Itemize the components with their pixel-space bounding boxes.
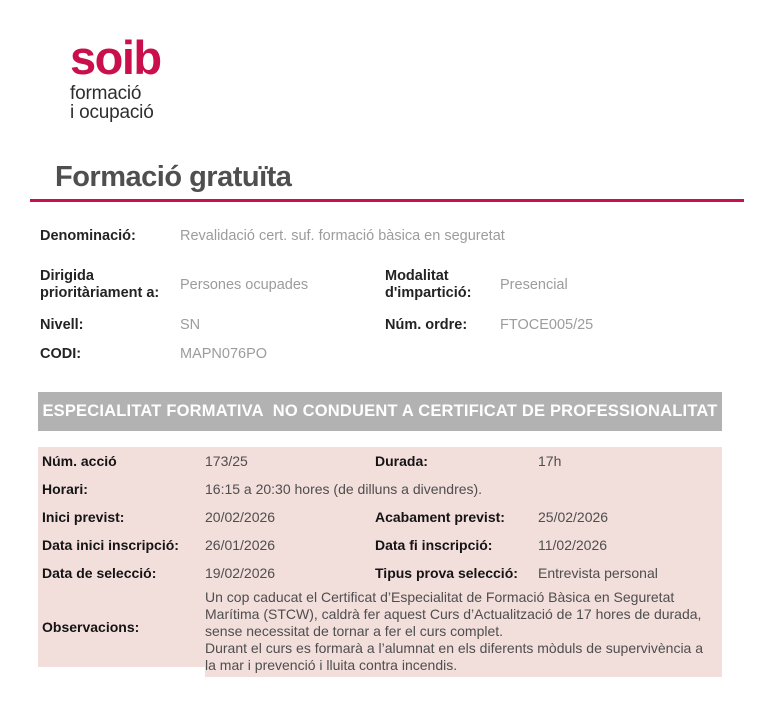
course-info-section xyxy=(40,228,720,363)
soib-logo-subtitle-line1: formació xyxy=(70,83,142,104)
table-row-horari xyxy=(38,475,722,503)
num-ordre-value: FTOCE005/25 xyxy=(500,317,594,333)
num-accio-value: 173/25 xyxy=(205,452,248,469)
data-inici-inscripcio-label: Data inici inscripció: xyxy=(42,536,179,553)
modalitat-value: Presencial xyxy=(500,276,568,293)
data-fi-inscripcio-label: Data fi inscripció: xyxy=(375,536,493,553)
data-seleccio-value: 19/02/2026 xyxy=(205,564,276,581)
num-ordre-label: Núm. ordre: xyxy=(385,317,468,333)
inici-previst-label: Inici previst: xyxy=(42,508,125,525)
course-action-table xyxy=(38,447,722,677)
table-row-seleccio xyxy=(38,559,722,587)
codi-value: MAPN076PO xyxy=(180,346,268,362)
dirigida-label: Dirigida prioritàriament a: xyxy=(40,268,160,301)
inici-previst-value: 20/02/2026 xyxy=(205,508,276,525)
table-row-inscripcio xyxy=(38,531,722,559)
info-row-codi xyxy=(40,346,720,363)
data-seleccio-label: Data de selecció: xyxy=(42,564,157,581)
info-row-nivell-ordre xyxy=(40,317,720,334)
soib-logo-subtitle xyxy=(70,84,760,122)
nivell-label: Nivell: xyxy=(40,317,84,333)
soib-logo-wordmark: soib xyxy=(70,31,161,84)
acabament-previst-label: Acabament previst: xyxy=(375,508,505,525)
title-rule xyxy=(30,199,744,202)
dirigida-value: Persones ocupades xyxy=(180,276,309,293)
document-page xyxy=(0,31,760,677)
tipus-prova-label: Tipus prova selecció: xyxy=(375,564,518,581)
data-inici-inscripcio-value: 26/01/2026 xyxy=(205,536,276,553)
info-row-dirigida-modalitat xyxy=(40,268,720,302)
codi-label: CODI: xyxy=(40,346,82,362)
page-title: Formació gratuïta xyxy=(55,161,292,193)
horari-value: 16:15 a 20:30 hores (de dilluns a divendres). xyxy=(205,480,483,497)
denominacio-label: Denominació: xyxy=(40,228,136,244)
nivell-value: SN xyxy=(180,317,201,333)
horari-label: Horari: xyxy=(42,480,88,497)
observacions-value xyxy=(205,587,722,677)
modalitat-label: Modalitat d'impartició: xyxy=(385,268,472,301)
observacions-label: Observacions: xyxy=(38,587,205,667)
soib-logo xyxy=(70,31,760,123)
durada-label: Durada: xyxy=(375,452,428,469)
soib-logo-subtitle-line2: i ocupació xyxy=(70,102,154,123)
durada-value: 17h xyxy=(538,452,562,469)
observacions-paragraph-1: Un cop caducat el Certificat d’Especialitat de Formació Bàsica en Seguretat Marítima (STCW), caldrà fer aquest Curs d’Actualització de 17 hores de durada, sense necessitat de tornar a fer el curs complet. xyxy=(205,589,702,639)
table-row-observacions xyxy=(38,587,722,677)
data-fi-inscripcio-value: 11/02/2026 xyxy=(538,536,608,553)
table-row-inici-acabament xyxy=(38,503,722,531)
observacions-paragraph-2: Durant el curs es formarà a l’alumnat en els diferents mòduls de supervivència a la mar i prevenció i lluita contra incendis. xyxy=(205,640,704,673)
specialty-banner: ESPECIALITAT FORMATIVA NO CONDUENT A CERTIFICAT DE PROFESSIONALITAT xyxy=(38,392,722,431)
num-accio-label: Núm. acció xyxy=(42,452,117,469)
denominacio-value: Revalidació cert. suf. formació bàsica en seguretat xyxy=(180,228,505,244)
acabament-previst-value: 25/02/2026 xyxy=(538,508,609,525)
tipus-prova-value: Entrevista personal xyxy=(538,564,658,581)
table-row-accio-durada xyxy=(38,447,722,475)
info-row-denominacio xyxy=(40,228,720,245)
